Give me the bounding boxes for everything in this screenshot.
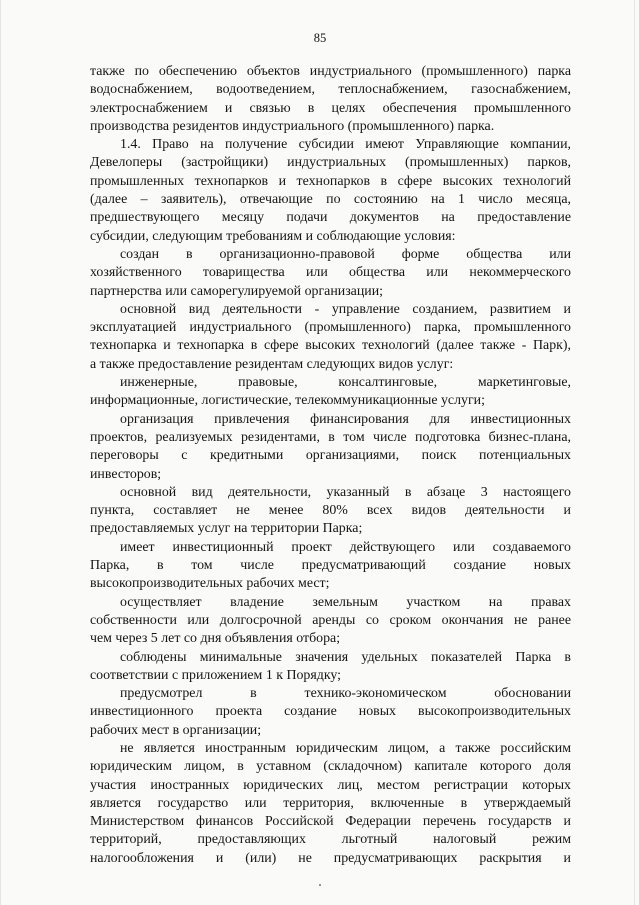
document-text	[90, 63, 571, 868]
text-line: производства резидентов индустриального (промышленного) парка.	[90, 118, 495, 134]
text-line: водоснабжением, водоотведением, теплоснабжением, газоснабжением,	[90, 82, 571, 98]
text-line: предшествующего месяцу подачи документов на предоставление	[90, 210, 571, 226]
text-line: технопарка и технопарка в сфере высоких технологий (далее также - Парк),	[90, 338, 571, 354]
text-line: организация привлечения финансирования для инвестиционных	[120, 411, 571, 427]
text-line: предусмотрел в технико-экономическом обосновании	[120, 686, 571, 702]
text-line: не является иностранным юридическим лицом, а также российским	[120, 740, 571, 756]
text-line: Министерством финансов Российской Федерации перечень государств и	[90, 814, 571, 830]
text-line: информационные, логистические, телекоммуникационные услуги;	[90, 393, 485, 409]
text-line: является государство или территория, включенные в утверждаемый	[90, 795, 571, 811]
text-line: территорий, предоставляющих льготный налоговый режим	[90, 832, 571, 848]
text-line: инвестиционного проекта создание новых высокопроизводительных	[90, 704, 571, 720]
text-line: имеет инвестиционный проект действующего или создаваемого	[120, 539, 571, 555]
text-line: соблюдены минимальные значения удельных показателей Парка в	[120, 649, 571, 665]
text-line: осуществляет владение земельным участком на правах	[120, 594, 571, 610]
text-line: юридическим лицом, в уставном (складочном) капитале которого доля	[90, 759, 571, 775]
text-line: Парка, в том числе предусматривающий создание новых	[90, 558, 571, 574]
text-line: инвесторов;	[90, 466, 162, 482]
text-line: партнерства или саморегулируемой организации;	[90, 283, 384, 299]
text-line: 1.4. Право на получение субсидии имеют Управляющие компании,	[120, 137, 571, 153]
text-line: Девелоперы (застройщики) индустриальных (промышленных) парков,	[90, 155, 571, 171]
text-line: проектов, реализуемых резидентами, в том числе подготовка бизнес-плана,	[90, 429, 571, 445]
scan-edge	[634, 0, 635, 905]
text-line: инженерные, правовые, консалтинговые, маркетинговые,	[120, 375, 571, 391]
page-number: 85	[313, 31, 327, 45]
text-line: переговоры с кредитными организациями, поиск потенциальных	[90, 448, 571, 464]
text-line: налогообложения и (или) не предусматривающих раскрытия и	[90, 850, 571, 866]
text-line: собственности или долгосрочной аренды со сроком окончания не ранее	[90, 612, 571, 628]
text-line: основной вид деятельности, указанный в абзаце 3 настоящего	[120, 484, 571, 500]
text-line: а также предоставление резидентам следующих видов услуг:	[90, 356, 454, 372]
text-line: рабочих мест в организации;	[90, 722, 262, 738]
text-line: высокопроизводительных рабочих мест;	[90, 576, 330, 592]
text-line: промышленных технопарков и технопарков в сфере высоких технологий	[90, 173, 571, 189]
text-line: электроснабжением и связью в целях обеспечения промышленного	[90, 100, 571, 116]
text-line: чем через 5 лет со дня объявления отбора;	[90, 631, 341, 647]
text-line: также по обеспечению объектов индустриального (промышленного) парка	[90, 64, 571, 79]
text-line: пункта, составляет не менее 80% всех видов деятельности и	[90, 503, 571, 519]
text-line: субсидии, следующим требованиям и соблюдающие условия:	[90, 228, 456, 244]
text-line: (далее – заявитель), отвечающие по состоянию на 1 число месяца,	[90, 192, 571, 208]
text-line: предоставляемых услуг на территории Парка;	[90, 521, 363, 537]
text-line: основной вид деятельности - управление созданием, развитием и	[120, 301, 571, 317]
text-line: создан в организационно-правовой форме общества или	[120, 246, 571, 262]
text-line: эксплуатацией индустриального (промышленного) парка, промышленного	[90, 320, 571, 336]
text-line: соответствии с приложением 1 к Порядку;	[90, 667, 342, 683]
text-line: участия иностранных юридических лиц, местом регистрации которых	[90, 777, 571, 793]
text-line: хозяйственного товарищества или общества или некоммерческого	[90, 265, 571, 281]
scan-speck	[319, 884, 321, 886]
